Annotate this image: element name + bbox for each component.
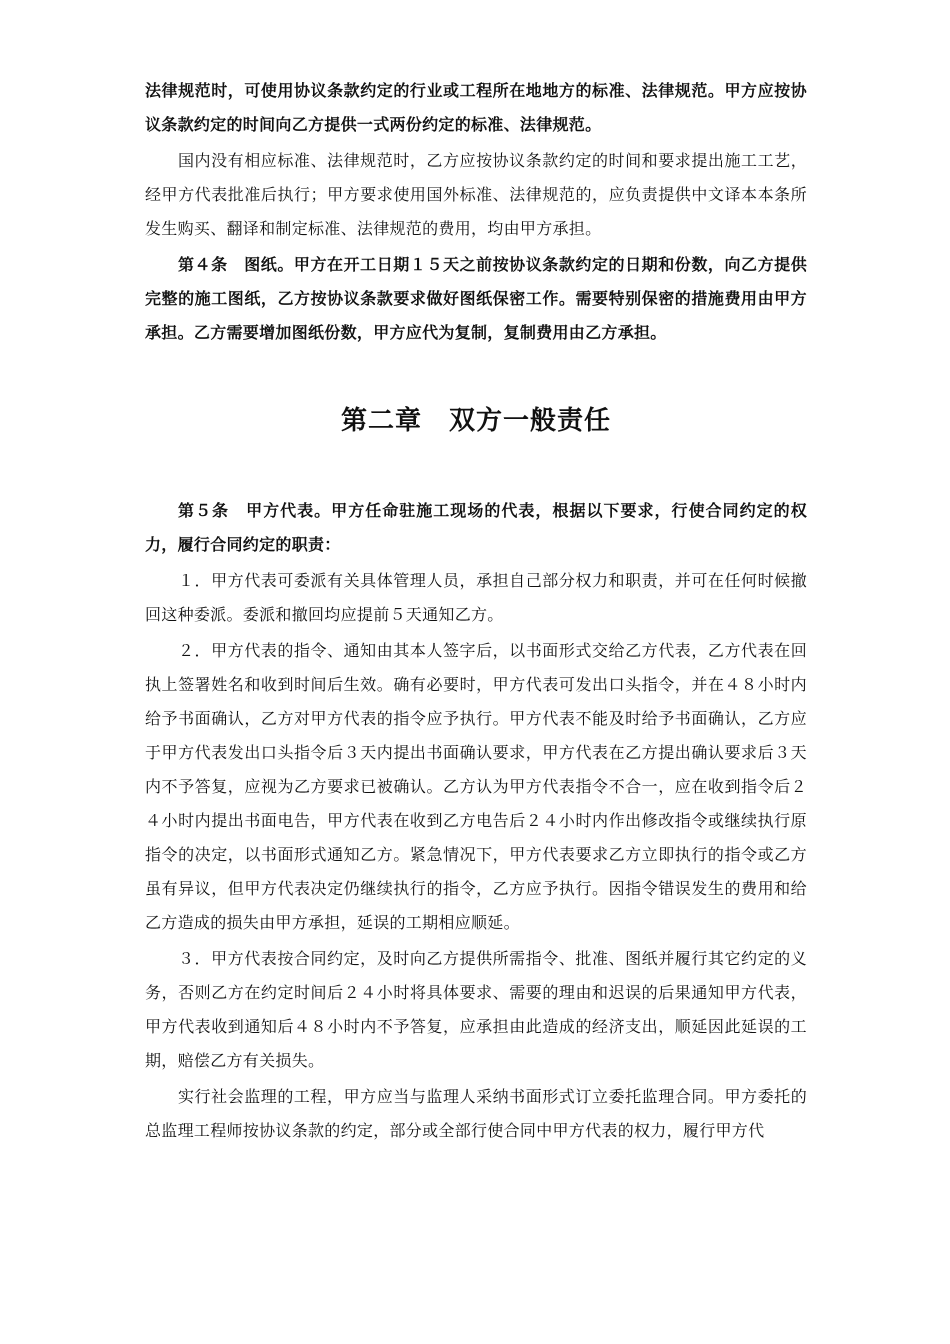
- paragraph-item-1: １．甲方代表可委派有关具体管理人员，承担自己部分权力和职责，并可在任何时候撤回这种委派。委派和撤回均应提前５天通知乙方。: [145, 571, 807, 624]
- paragraph-standards-local: 法律规范时，可使用协议条款约定的行业或工程所在地地方的标准、法律规范。甲方应按协议条款约定的时间向乙方提供一式两份约定的标准、法律规范。: [145, 81, 807, 134]
- paragraph-standards-foreign: 国内没有相应标准、法律规范时，乙方应按协议条款约定的时间和要求提出施工工艺，经甲方代表批准后执行；甲方要求使用国外标准、法律规范的，应负责提供中文译本本条所发生购买、翻译和制定标准、法律规范的费用，均由甲方承担。: [145, 151, 807, 238]
- paragraph-item-2: ２．甲方代表的指令、通知由其本人签字后，以书面形式交给乙方代表，乙方代表在回执上签署姓名和收到时间后生效。确有必要时，甲方代表可发出口头指令，并在４８小时内给予书面确认，乙方对甲方代表的指令应予执行。甲方代表不能及时给予书面确认，乙方应于甲方代表发出口头指令后３天内提出书面确认要求，甲方代表在乙方提出确认要求后３天内不予答复，应视为乙方要求已被确认。乙方认为甲方代表指令不合一，应在收到指令后２４小时内提出书面电告，甲方代表在收到乙方电告后２４小时内作出修改指令或继续执行原指令的决定，以书面形式通知乙方。紧急情况下，甲方代表要求乙方立即执行的指令或乙方虽有异议，但甲方代表决定仍继续执行的指令，乙方应予执行。因指令错误发生的费用和给乙方造成的损失由甲方承担，延误的工期相应顺延。: [145, 641, 807, 932]
- paragraph-article-5-representative: 第５条 甲方代表。甲方任命驻施工现场的代表，根据以下要求，行使合同约定的权力，履行合同约定的职责：: [145, 501, 807, 554]
- paragraph-item-3: ３．甲方代表按合同约定，及时向乙方提供所需指令、批准、图纸并履行其它约定的义务，否则乙方在约定时间后２４小时将具体要求、需要的理由和迟误的后果通知甲方代表，甲方代表收到通知后４８小时内不予答复，应承担由此造成的经济支出，顺延因此延误的工期，赔偿乙方有关损失。: [145, 949, 807, 1070]
- document-page: [145, 74, 807, 1148]
- paragraph-supervision: 实行社会监理的工程，甲方应当与监理人采纳书面形式订立委托监理合同。甲方委托的总监理工程师按协议条款的约定，部分或全部行使合同中甲方代表的权力，履行甲方代: [145, 1087, 807, 1140]
- chapter-title: 第二章 双方一般责任: [340, 406, 611, 436]
- paragraph-article-4-drawings: 第４条 图纸。甲方在开工日期１５天之前按协议条款约定的日期和份数，向乙方提供完整的施工图纸，乙方按协议条款要求做好图纸保密工作。需要特别保密的措施费用由甲方承担。乙方需要增加图纸份数，甲方应代为复制，复制费用由乙方承担。: [145, 255, 807, 342]
